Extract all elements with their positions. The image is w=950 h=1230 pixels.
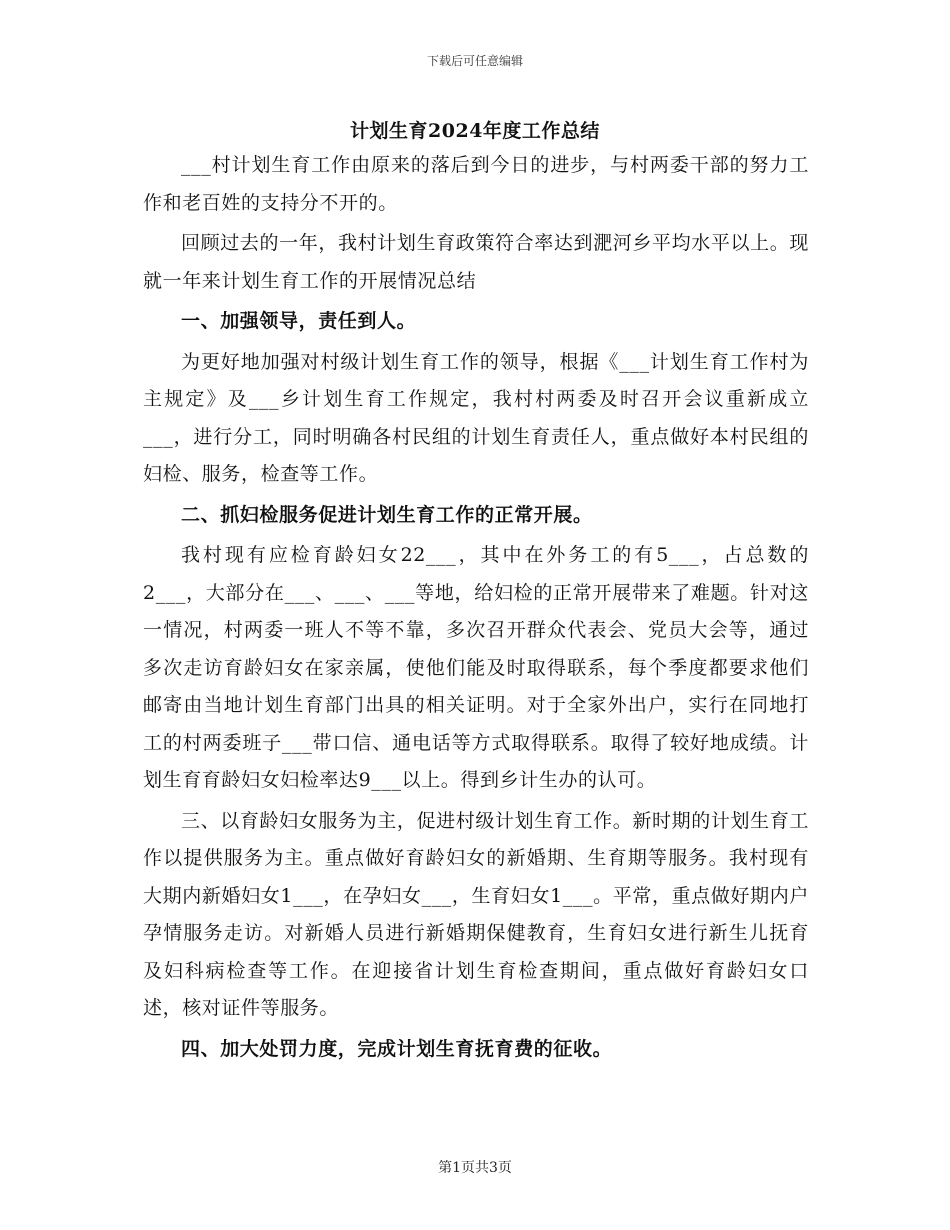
document-title: 计划生育2024年度工作总结 xyxy=(350,120,600,142)
document-body xyxy=(143,147,809,1068)
paragraph-review: 回顾过去的一年，我村计划生育政策符合率达到淝河乡平均水平以上。现就一年来计划生育工作的开展情况总结 xyxy=(143,232,809,292)
section-heading-2: 二、抓妇检服务促进计划生育工作的正常开展。 xyxy=(181,503,593,526)
paragraph-women-service: 三、以育龄妇女服务为主，促进村级计划生育工作。新时期的计划生育工作以提供服务为主。重点做好育龄妇女的新婚期、生育期等服务。我村现有大期内新婚妇女1___，在孕妇女___，生育妇女1___。平常，重点做好期内户孕情服务走访。对新婚人员进行新婚期保健教育，生育妇女进行新生儿抚育及妇科病检查等工作。在迎接省计划生育检查期间，重点做好育龄妇女口述，核对证件等服务。 xyxy=(143,809,809,1019)
paragraph-intro: ___村计划生育工作由原来的落后到今日的进步，与村两委干部的努力工作和老百姓的支持分不开的。 xyxy=(143,154,809,214)
section-heading-1: 一、加强领导，责任到人。 xyxy=(181,310,417,332)
paragraph-exam-service: 我村现有应检育龄妇女22___，其中在外务工的有5___，占总数的2___，大部分在___、___、___等地，给妇检的正常开展带来了难题。针对这一情况，村两委一班人不等不靠，多次召开群众代表会、党员大会等，通过多次走访育龄妇女在家亲属，使他们能及时取得联系，每个季度都要求他们邮寄由当地计划生育部门出具的相关证明。对于全家外出户，实行在同地打工的村两委班子___带口信、通电话等方式取得联系。取得了较好地成绩。计划生育育龄妇女妇检率达9___以上。得到乡计生办的认可。 xyxy=(143,544,809,791)
page-footer: 第1页共3页 xyxy=(438,1160,512,1176)
section-heading-4: 四、加大处罚力度，完成计划生育抚育费的征收。 xyxy=(181,1037,613,1060)
paragraph-leadership: 为更好地加强对村级计划生育工作的领导，根据《___计划生育工作村为主规定》及___乡计划生育工作规定，我村村两委及时召开会议重新成立___，进行分工，同时明确各村民组的计划生育责任人，重点做好本村民组的妇检、服务，检查等工作。 xyxy=(143,350,809,485)
page-header: 下载后可任意编辑 xyxy=(426,54,523,68)
